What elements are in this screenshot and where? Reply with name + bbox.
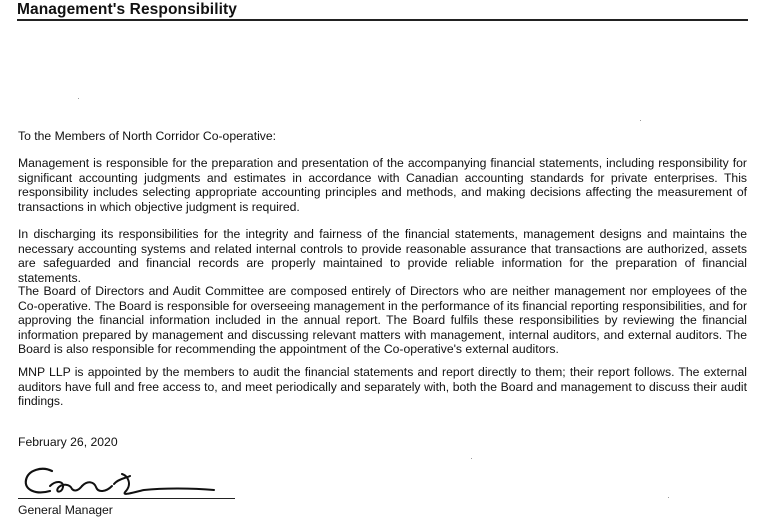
title-rule [17,19,748,21]
scan-speck [668,497,669,498]
paragraph-external-auditors: MNP LLP is appointed by the members to audit the financial statements and report directly to them; their report follows. The external auditors have full and free access to, and meet periodically and separately with, both the Board and management to discuss their audit findings. [18,365,747,409]
signer-title: General Manager [18,503,113,517]
handwritten-signature [22,462,222,502]
scan-speck [640,120,641,121]
scan-speck [78,98,79,99]
page-title: Management's Responsibility [17,1,237,18]
signature-line [18,498,235,499]
salutation: To the Members of North Corridor Co-operative: [18,129,277,143]
paragraph-board-oversight: The Board of Directors and Audit Committee are composed entirely of Directors who are neither management nor employees of the Co-operative. The Board is responsible for overseeing management in the performance of its financial reporting responsibilities, and for approving the financial information included in the annual report. The Board fulfils these responsibilities by reviewing the financial information prepared by management and discussing relevant matters with management, internal auditors, and external auditors. The Board is also responsible for recommending the appointment of the Co-operative's external auditors. [18,284,747,357]
paragraph-responsibility: Management is responsible for the preparation and presentation of the accompanying financial statements, including responsibility for significant accounting judgments and estimates in accordance with Canadian accounting standards for private enterprises. This responsibility includes selecting appropriate accounting principles and methods, and making decisions affecting the measurement of transactions in which objective judgment is required. [18,156,747,214]
letter-date: February 26, 2020 [18,435,118,449]
paragraph-internal-controls: In discharging its responsibilities for the integrity and fairness of the financial statements, management designs and maintains the necessary accounting systems and related internal controls to provide reasonable assurance that transactions are authorized, assets are safeguarded and financial records are properly maintained to provide reliable information for the preparation of financial statements. [18,227,747,285]
scan-speck [471,458,472,459]
